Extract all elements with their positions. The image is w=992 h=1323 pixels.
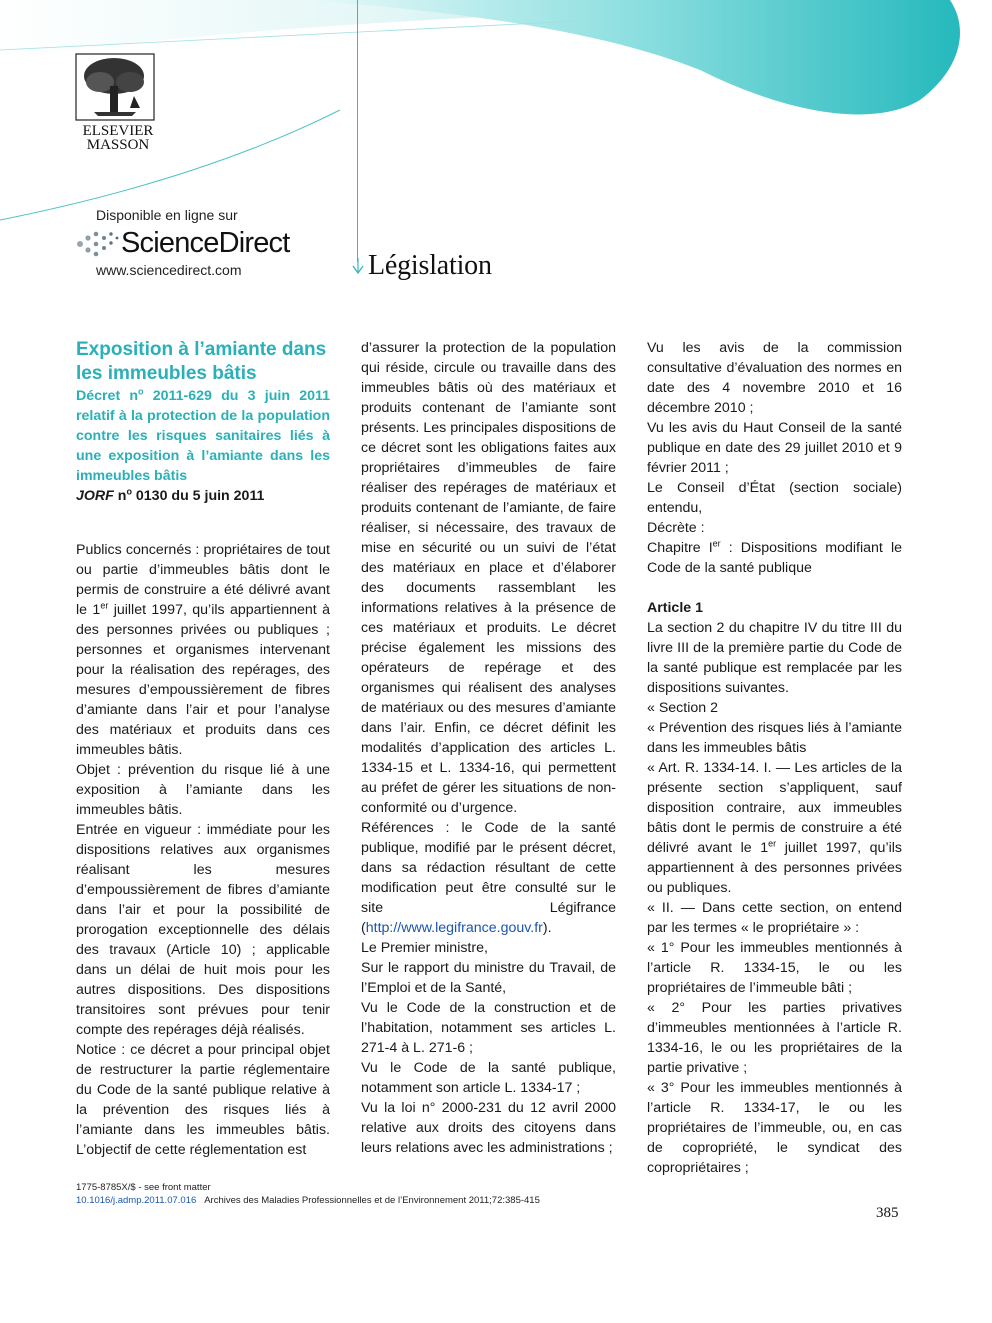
available-text: Disponible en ligne sur [96,207,238,223]
paragraph-chapitre: Chapitre Ier : Dispositions modifiant le Code de la santé publique [647,538,902,576]
article-subtitle: Décret $n^o$ 2011-629 du 3 juin 2011 relatif à la protection de la population contre les risques sanitaires liés à une exposition à l’amiante dans les immeubles bâtis [76,386,330,484]
paragraph-item-3: « 3° Pour les immeubles mentionnés à l’article R. 1334-17, le ou les propriétaires de l’immeuble, ou, en cas de copropriété, le syndicat des copropriétaires ; [647,1080,902,1176]
paragraph-vu-construction: Vu le Code de la construction et de l’habitation, notamment ses articles L. 271-4 à L. 271-6 ; [361,1000,616,1056]
paragraph-ii: « II. — Dans cette section, on entend par les termes « le propriétaire » : [647,900,902,936]
paragraph-section-replaced: La section 2 du chapitre IV du titre III du livre III de la première partie du Code de la santé publique est remplacée par les dispositions suivantes. [647,620,902,696]
paragraph-conseil-etat: Le Conseil d’État (section sociale) entendu, [647,480,902,516]
doi-link[interactable]: 10.1016/j.admp.2011.07.016 [76,1195,197,1206]
sciencedirect-logo-text: ScienceDirect [121,227,290,259]
column-2 [361,338,616,1158]
sciencedirect-dots-icon [74,226,120,262]
publisher-line1: ELSEVIER [82,123,154,139]
arrow-down-icon [352,258,364,274]
paragraph-references: Références : le Code de la santé publique, modifié par le présent décret, dans sa rédaction résultant de cette modification peut être consulté sur le site Légifrance (http://www.legifrance.gouv.fr). [361,820,616,936]
sciencedirect-url[interactable]: www.sciencedirect.com [96,262,242,278]
paragraph-vu-sante: Vu le Code de la santé publique, notamment son article L. 1334-17 ; [361,1060,616,1096]
paragraph-vu-loi: Vu la loi n° 2000-231 du 12 avril 2000 relative aux droits des citoyens dans leurs relations avec les administrations ; [361,1100,616,1156]
paragraph-art-r-1334-14: « Art. R. 1334-14. I. — Les articles de la présente section s’appliquent, sauf disposition contraire, aux immeubles bâtis dont le permis de construire a été délivré avant le 1er juillet 1997, qu’ils appartiennent à des personnes privées ou publiques. [647,760,902,896]
footer-issn: 1775-8785X/$ - see front matter [76,1182,211,1193]
column-1 [76,338,330,1160]
paragraph-objet: Objet : prévention du risque lié à une exposition à l’amiante dans les immeubles bâtis. [76,762,330,818]
paragraph-avis-commission: Vu les avis de la commission consultative d’évaluation des normes en date des 4 novembre 2010 et 16 décembre 2010 ; [647,340,902,416]
paragraph-avis-haut-conseil: Vu les avis du Haut Conseil de la santé publique en date des 29 juillet 2010 et 9 février 2011 ; [647,420,902,476]
paragraph-item-1: « 1° Pour les immeubles mentionnés à l’article R. 1334-15, le ou les propriétaires de l’immeuble bâti ; [647,940,902,996]
article-heading: Article 1 [647,600,703,616]
legifrance-link[interactable]: http://www.legifrance.gouv.fr [365,920,543,936]
publisher-line2: MASSON [86,137,150,153]
paragraph-prevention: « Prévention des risques liés à l’amiante dans les immeubles bâtis [647,720,902,756]
footer-citation: 10.1016/j.admp.2011.07.016 Archives des Maladies Professionnelles et de l’Environnement 2011;72:385-415 [76,1195,540,1206]
page-number: 385 [876,1205,899,1221]
jorf-reference: JORF $n^o$ 0130 du 5 juin 2011 [76,486,265,504]
section-title: Législation [368,250,492,281]
paragraph-decrete: Décrète : [647,520,705,536]
paragraph-item-2: « 2° Pour les parties privatives d’immeubles mentionnées à l’article R. 1334-16, le ou les propriétaires de la partie privative ; [647,1000,902,1076]
paragraph-section-2: « Section 2 [647,700,718,716]
paragraph-notice-cont: d’assurer la protection de la population qui réside, circule ou travaille dans des immeubles bâtis où des matériaux et produits contenant de l’amiante sont présents. Les principales dispositions de ce décret sont les obligations faites aux propriétaires d’immeubles de faire réaliser des repérages de matériaux et produits contenant de l’amiante, de faire réaliser, si nécessaire, des travaux de mise en sécurité ou un suivi de l’état des matériaux en place et d’élaborer des documents rassemblant les informations relatives à la présence de ces matériaux et produits. Le décret précise également les missions des opérateurs de repérage et des organismes qui réalisent des analyses de matériaux ou des mesures d’amiante dans l’air. Enfin, ce décret définit les modalités d’application des articles L. 1334-15 et L. 1334-16, qui permettent au préfet de gérer les situations de non-conformité ou d’urgence. [361,340,616,816]
article-title: Exposition à l’amiante dans les immeubles bâtis [76,339,327,384]
column-3 [647,338,902,1178]
paragraph-entree: Entrée en vigueur : immédiate pour les dispositions relatives aux organismes réalisant les mesures d’empoussièrement de fibres d’amiante dans l’air et pour la possibilité de prorogation exceptionnelle des délais des travaux (Article 10) ; applicable dans un délai de huit mois pour les autres dispositions. Des dispositions transitoires sont prévues pour tenir compte des repérages déjà réalisés. [76,822,330,1038]
paragraph-premier-ministre: Le Premier ministre, [361,940,488,956]
paragraph-publics: Publics concernés : propriétaires de tout ou partie d’immeubles bâtis dont le permis de construire a été délivré avant le 1er juillet 1997, qu’ils appartiennent à des personnes privées ou publiques ; personnes et organismes intervenant pour la réalisation des repérages, des mesures d’empoussièrement de fibres d’amiante dans l’air et pour l’analyse des matériaux et produits dans ces immeubles bâtis. [76,542,331,758]
paragraph-rapport: Sur le rapport du ministre du Travail, de l’Emploi et de la Santé, [361,960,616,996]
header-divider-line [357,0,358,262]
elsevier-tree-logo [74,52,156,122]
paragraph-notice: Notice : ce décret a pour principal objet de restructurer la partie réglementaire du Code de la santé publique relative à la prévention des risques liés à l’amiante dans les immeubles bâtis. L’objectif de cette réglementation est [76,1042,330,1158]
